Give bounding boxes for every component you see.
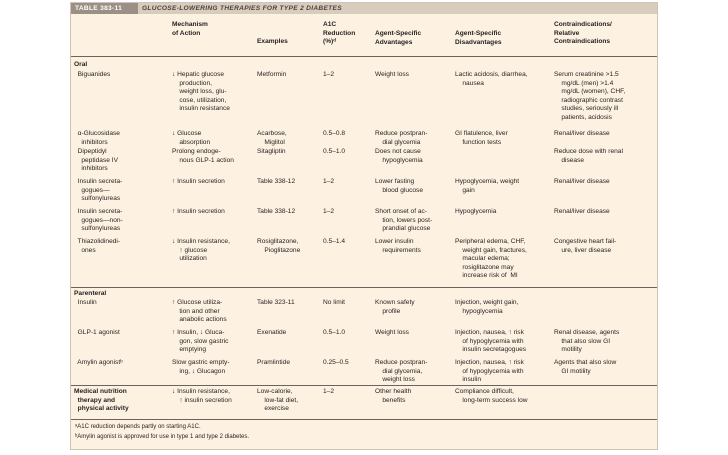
- header-a1c: A1C Reduction (%)ᵈ: [323, 21, 356, 45]
- row-nutrition-a1c: 1–2: [323, 388, 335, 395]
- row-tzd-advantages: Lower insulin requirements: [375, 238, 421, 254]
- row-insulin-drug: Insulin: [74, 299, 97, 306]
- row-insulin-disadvantages: Injection, weight gain, hypoglycemia: [455, 299, 519, 315]
- row-sulfonylureas-a1c: 1–2: [323, 178, 335, 185]
- row-tzd-mechanism: ↓ Insulin resistance, ↑ glucose utilization: [172, 238, 230, 262]
- header-contraindications: Contraindications/ Relative Contraindications: [554, 21, 612, 45]
- row-sulfonylureas-disadvantages: Hypoglycemia, weight gain: [455, 178, 520, 194]
- row-sulfonylureas-examples: Table 338-12: [257, 178, 296, 185]
- row-nonsulfonylureas-examples: Table 338-12: [257, 208, 296, 215]
- row-sulfonylureas-advantages: Lower fasting blood glucose: [375, 178, 424, 194]
- row-amylin-mechanism: Slow gastric empty- ing, ↓ Glucagon: [172, 359, 230, 375]
- row-aglucosidase-examples: Acarbose, Miglitol: [257, 130, 287, 146]
- row-sulfonylureas-contra: Renal/liver disease: [554, 178, 610, 185]
- row-biguanides-contra: Serum creatinine >1.5 mg/dL (men) >1.4 mg/dL (women), CHF, radiographic contrast studies, seriously ill patients, acidosis: [554, 71, 626, 121]
- row-tzd-examples: Rosiglitazone, Pioglitazone: [257, 238, 301, 254]
- row-sulfonylureas-mechanism: ↑ Insulin secretion: [172, 178, 225, 185]
- row-dpp4-drug: Dipeptidyl peptidase IV inhibitors: [77, 148, 118, 172]
- row-biguanides-a1c: 1–2: [323, 71, 335, 78]
- row-nonsulfonylureas-contra: Renal/liver disease: [554, 208, 610, 215]
- footnote-a: ᵃA1C reduction depends partly on starting A1C.: [75, 424, 201, 430]
- row-biguanides-advantages: Weight loss: [375, 71, 409, 78]
- header-advantages: Agent-Specific Advantages: [375, 30, 422, 46]
- row-biguanides-drug: Biguanides: [74, 71, 111, 78]
- row-aglucosidase-disadvantages: GI flatulence, liver function tests: [455, 130, 508, 146]
- row-biguanides-disadvantages: Lactic acidosis, diarrhea, nausea: [455, 71, 528, 87]
- row-nonsulfonylureas-mechanism: ↑ Insulin secretion: [172, 208, 225, 215]
- row-aglucosidase-contra: Renal/liver disease: [554, 130, 610, 137]
- row-nonsulfonylureas-a1c: 1–2: [323, 208, 335, 215]
- row-glp1-drug: GLP-1 agonist: [74, 329, 120, 336]
- row-sulfonylureas-drug: Insulin secreta- gogues— sulfonylureas: [77, 178, 123, 202]
- row-nutrition-mechanism: ↓ Insulin resistance, ↑ insulin secretion: [172, 388, 232, 404]
- table-title-bar: [71, 3, 657, 14]
- row-nonsulfonylureas-drug: Insulin secreta- gogues—non- sulfonylureas: [77, 208, 123, 232]
- row-glp1-mechanism: ↑ Insulin, ↓ Gluca- gon, slow gastric emptying: [172, 329, 229, 353]
- header-rule: [71, 56, 657, 57]
- footnote-b: ᵇAmylin agonist is approved for use in type 1 and type 2 diabetes.: [75, 434, 250, 440]
- row-glp1-examples: Exenatide: [257, 329, 287, 336]
- row-insulin-a1c: No limit: [323, 299, 345, 306]
- row-aglucosidase-drug: α-Glucosidase inhibitors: [77, 130, 120, 146]
- row-glp1-advantages: Weight loss: [375, 329, 409, 336]
- row-dpp4-examples: Sitagliptin: [257, 148, 286, 155]
- row-dpp4-contra: Reduce dose with renal disease: [554, 148, 623, 164]
- section-rule-parenteral: [71, 287, 657, 288]
- header-examples: Examples: [257, 38, 288, 45]
- row-tzd-a1c: 0.5–1.4: [323, 238, 345, 245]
- section-oral: Oral: [74, 61, 88, 68]
- section-rule-nutrition: [71, 385, 657, 386]
- row-nutrition-advantages: Other health benefits: [375, 388, 412, 404]
- row-nutrition-examples: Low-calorie, low-fat diet, exercise: [257, 388, 299, 412]
- row-nutrition-drug: Medical nutrition therapy and physical activity: [74, 388, 129, 412]
- table-panel: [70, 2, 658, 450]
- row-biguanides-examples: Metformin: [257, 71, 287, 78]
- row-dpp4-advantages: Does not cause hypoglycemia: [375, 148, 423, 164]
- row-nonsulfonylureas-advantages: Short onset of ac- tion, lowers post- prandial glucose: [375, 208, 433, 232]
- row-amylin-examples: Pramlintide: [257, 359, 290, 366]
- row-insulin-mechanism: ↑ Glucose utiliza- tion and other anabolic actions: [172, 299, 227, 323]
- row-insulin-advantages: Known safety profile: [375, 299, 415, 315]
- row-nonsulfonylureas-disadvantages: Hypoglycemia: [455, 208, 497, 215]
- row-tzd-drug: Thiazolidinedi- ones: [77, 238, 121, 254]
- header-disadvantages: Agent-Specific Disadvantages: [455, 30, 502, 46]
- row-glp1-disadvantages: Injection, nausea, ↑ risk of hypoglycemia with insulin secretagogues: [455, 329, 527, 353]
- table-title: GLUCOSE-LOWERING THERAPIES FOR TYPE 2 DIABETES: [142, 5, 342, 12]
- row-aglucosidase-mechanism: ↓ Glucose absorption: [172, 130, 211, 146]
- row-dpp4-a1c: 0.5–1.0: [323, 148, 345, 155]
- row-amylin-advantages: Reduce postpran- dial glycemia, weight loss: [375, 359, 428, 383]
- row-amylin-drug: Amylin agonistᵇ: [74, 359, 123, 366]
- row-aglucosidase-advantages: Reduce postpran- dial glycemia: [375, 130, 428, 146]
- row-amylin-a1c: 0.25–0.5: [323, 359, 349, 366]
- row-dpp4-mechanism: Prolong endoge- nous GLP-1 action: [172, 148, 234, 164]
- row-tzd-contra: Congestive heart fail- ure, liver disease: [554, 238, 617, 254]
- header-mechanism: Mechanism of Action: [172, 21, 208, 37]
- row-insulin-examples: Table 323-11: [257, 299, 295, 306]
- row-tzd-disadvantages: Peripheral edema, CHF, weight gain, fractures, macular edema; rosiglitazone may increase risk of MI: [455, 238, 527, 279]
- footer-rule: [71, 419, 657, 420]
- section-parenteral: Parenteral: [74, 290, 107, 297]
- row-nutrition-disadvantages: Compliance difficult, long-term success low: [455, 388, 528, 404]
- table-number: TABLE 383-11: [71, 3, 138, 14]
- row-glp1-a1c: 0.5–1.0: [323, 329, 345, 336]
- row-amylin-contra: Agents that also slow GI motility: [554, 359, 617, 375]
- row-biguanides-mechanism: ↓ Hepatic glucose production, weight loss, glu- cose, utilization, insulin resistance: [172, 71, 230, 112]
- row-amylin-disadvantages: Injection, nausea, ↑ risk of hypoglycemia with insulin: [455, 359, 524, 383]
- row-glp1-contra: Renal disease, agents that also slow GI motility: [554, 329, 620, 353]
- row-aglucosidase-a1c: 0.5–0.8: [323, 130, 345, 137]
